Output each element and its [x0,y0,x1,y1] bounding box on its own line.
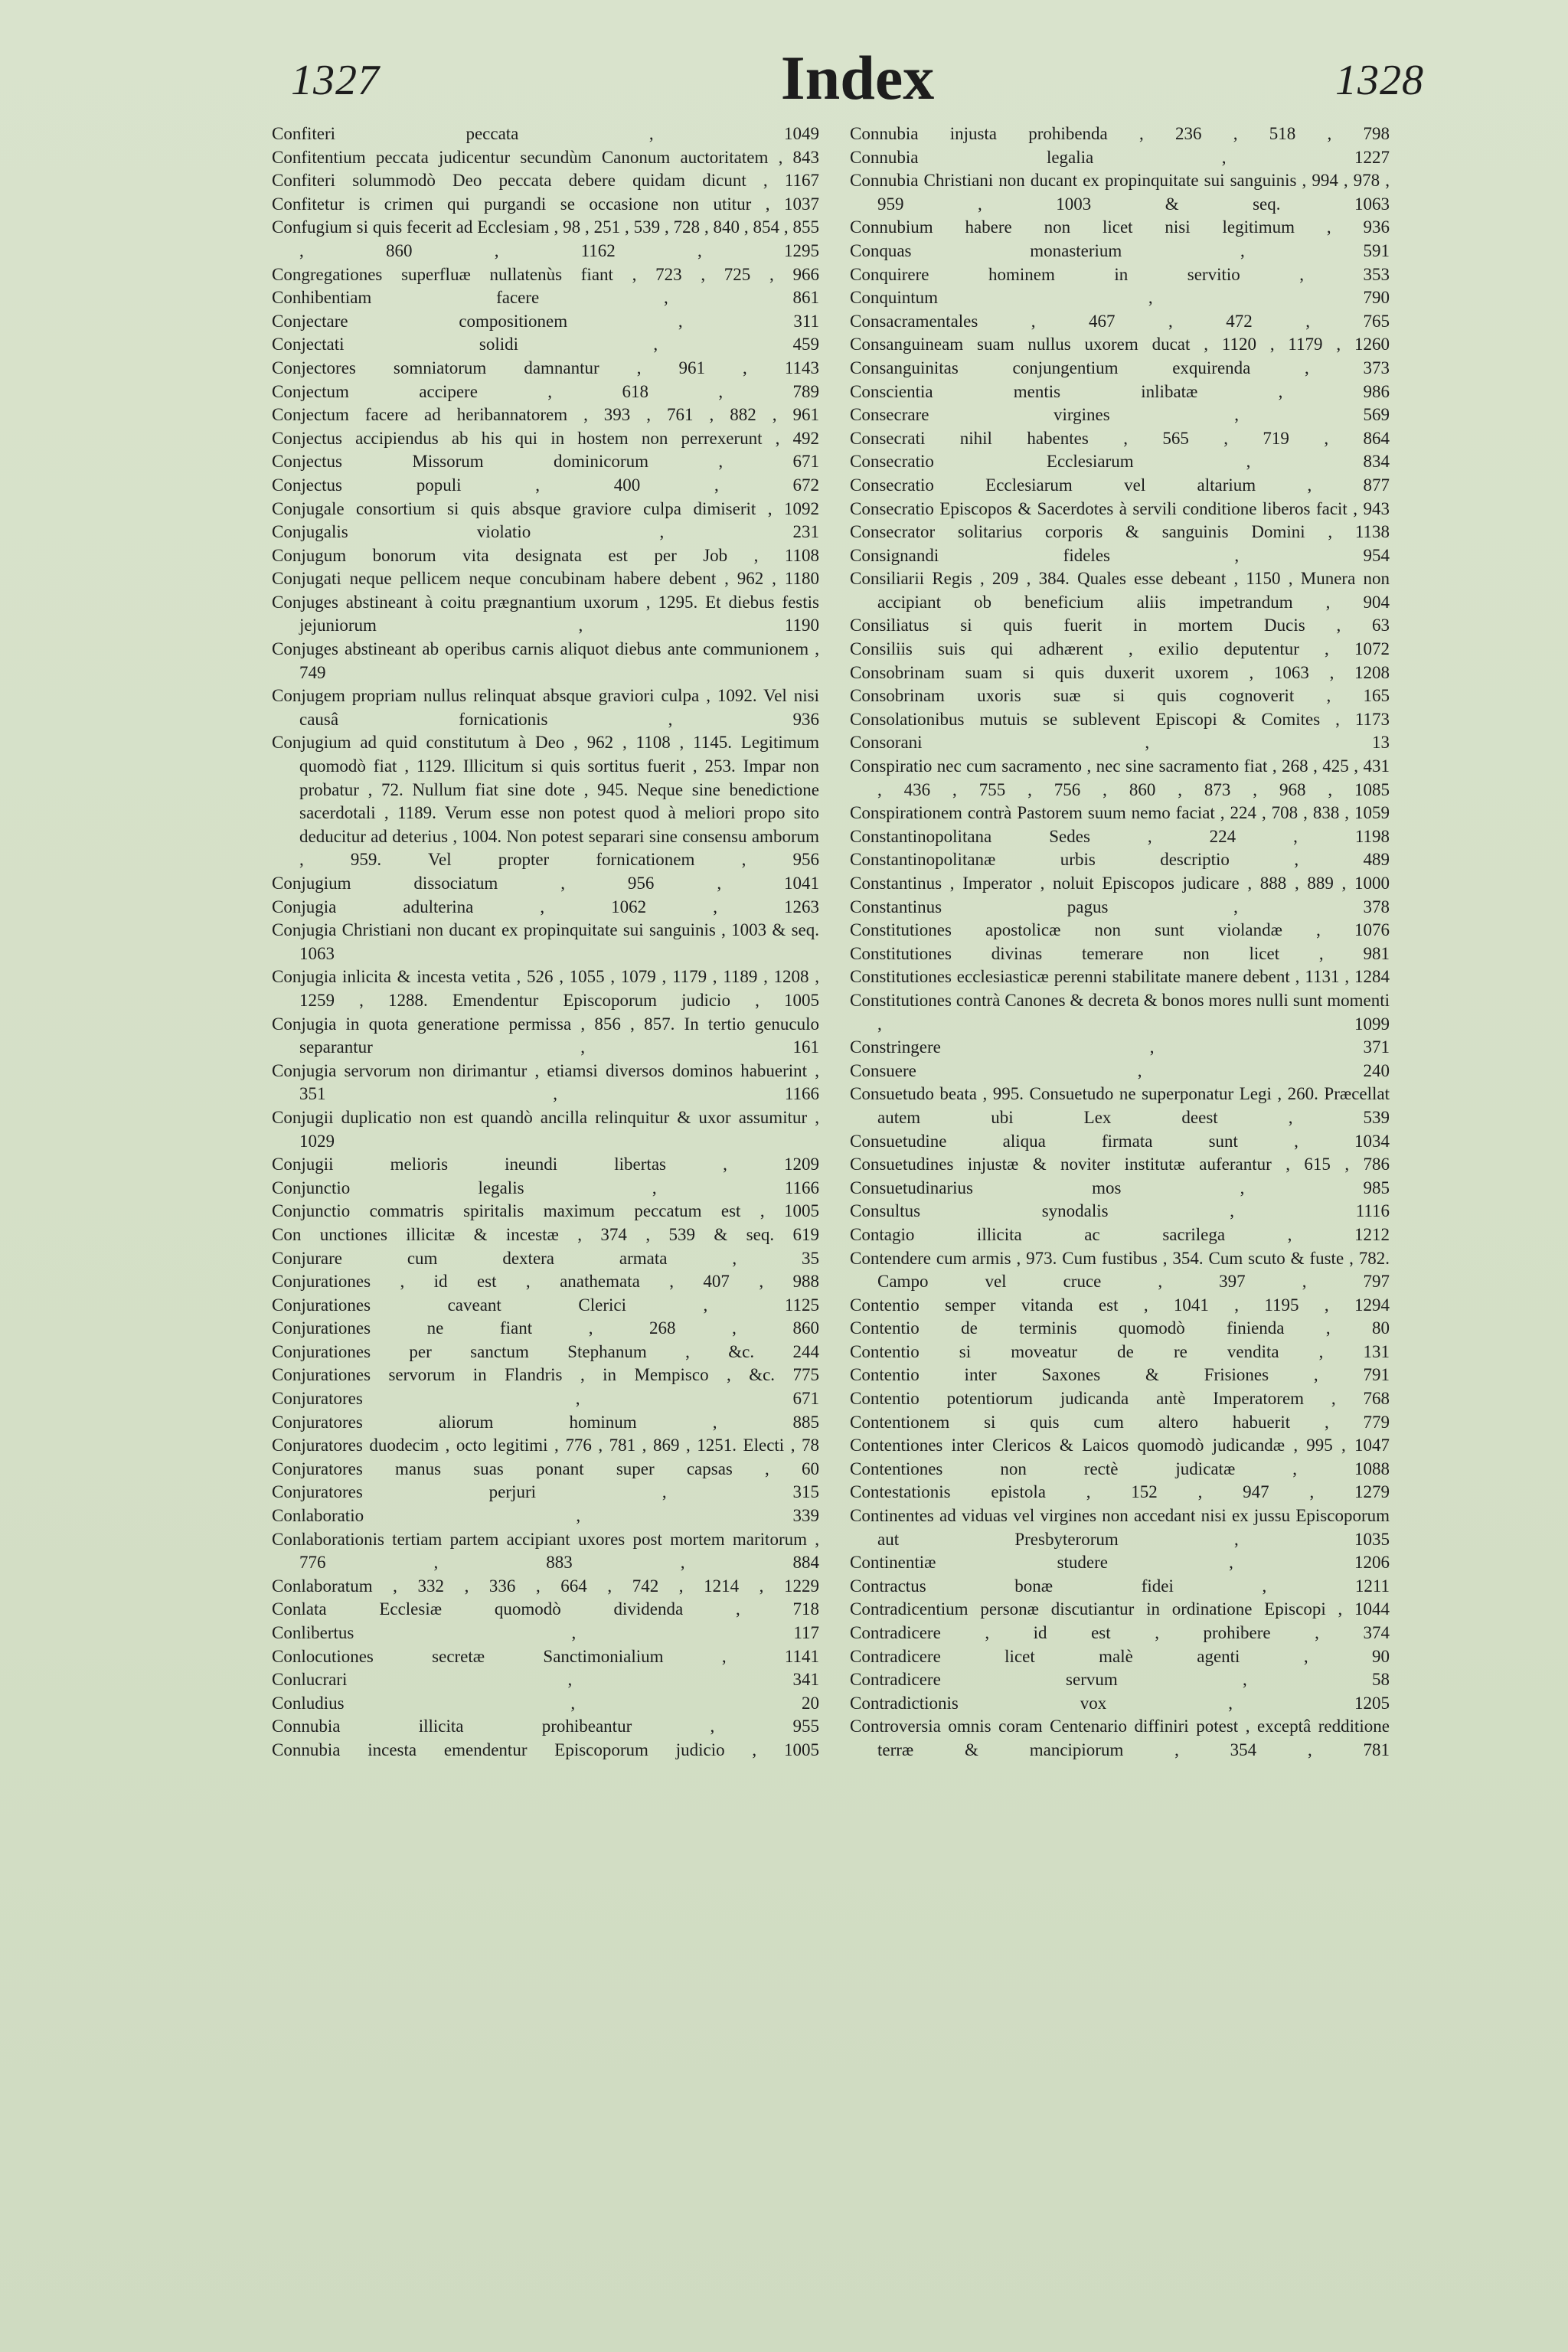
index-entry: Conjurationes , id est , anathemata , 407 , 988 [272,1272,819,1292]
index-entry: Congregationes superfluæ nullatenùs fiant , 723 , 725 , 966 [272,264,819,284]
index-entry: Connubia illicita prohibeantur , 955 [272,1717,819,1736]
index-entry: Conjugia adulterina , 1062 , 1263 [272,897,819,916]
index-entry: Conjectum accipere , 618 , 789 [272,381,819,401]
index-entry: Conquintum , 790 [850,288,1390,308]
index-column-right [850,122,1390,1762]
index-entry: Contentio semper vitanda est , 1041 , 1195 , 1294 [850,1295,1390,1315]
index-entry: Consuetudines injustæ & noviter institutæ auferantur , 615 , 786 [850,1155,1390,1174]
index-entry: Confugium si quis fecerit ad Ecclesiam , 98 , 251 , 539 , 728 , 840 , 854 , 855 , 860 , 1162 , 1295 [272,217,819,260]
index-entry: Constantinopolitana Sedes , 224 , 1198 [850,826,1390,846]
index-entry: Consecratio Episcopos & Sacerdotes à servili conditione liberos facit , 943 [850,498,1390,518]
index-entry: Contentionem si quis cum altero habuerit , 779 [850,1412,1390,1432]
index-entry: Confitentium peccata judicentur secundùm Canonum auctoritatem , 843 [272,147,819,167]
index-entry: Conjurationes caveant Clerici , 1125 [272,1295,819,1315]
index-entry: Consecrati nihil habentes , 565 , 719 , 864 [850,428,1390,448]
index-entry: Conjugium dissociatum , 956 , 1041 [272,874,819,893]
index-entry: Conlocutiones secretæ Sanctimonialium , 1141 [272,1646,819,1666]
index-entry: Confiteri solummodò Deo peccata debere quidam dicunt , 1167 [272,171,819,191]
index-entry: Conjuges abstineant à coitu prægnantium uxorum , 1295. Et diebus festis jejuniorum , 1190 [272,592,819,635]
index-entry: Consuetudinarius mos , 985 [850,1178,1390,1197]
index-entry: Conjugium ad quid constitutum à Deo , 962 , 1108 , 1145. Legitimum quomodò fiat , 1129. Illicitum si quis sortitus fuerit , 253. Impar non probatur , 72. Nullum fiat sine dote , 945. Neque sine benedictione sacerdotali , 1189. Verum esse non potest quod à meliori propo sito deducitur ad deterius , 1004. Non potest separari sine consensu amborum , 959. Vel propter fornicationem , 956 [272,733,819,870]
index-entry: Constitutiones contrà Canones & decreta & bonos mores nulli sunt momenti , 1099 [850,990,1390,1034]
index-entry: Consobrinam suam si quis duxerit uxorem , 1063 , 1208 [850,662,1390,682]
index-entry: Continentes ad viduas vel virgines non accedant nisi ex jussu Episcoporum aut Presbyterorum , 1035 [850,1506,1390,1549]
index-entry: Conlaboratio , 339 [272,1506,819,1526]
index-entry: Contentiones non rectè judicatæ , 1088 [850,1459,1390,1478]
index-entry: Connubium habere non licet nisi legitimum , 936 [850,217,1390,237]
index-entry: Conjurare cum dextera armata , 35 [272,1248,819,1268]
index-entry: Consecrare virgines , 569 [850,405,1390,425]
index-entry: Conjugia inlicita & incesta vetita , 526 , 1055 , 1079 , 1179 , 1189 , 1208 , 1259 , 1288. Emendentur Episcoporum judicio , 1005 [272,967,819,1010]
index-entry: Consanguinitas conjungentium exquirenda , 373 [850,358,1390,377]
page-number-left: 1327 [291,57,380,104]
page-title: Index [780,43,935,113]
index-entry: Conjurationes servorum in Flandris , in Mempisco , &c. 775 [272,1365,819,1385]
index-entry: Consobrinam uxoris suæ si quis cognoverit , 165 [850,686,1390,706]
index-entry: Conlucrari , 341 [272,1670,819,1690]
index-entry: Conhibentiam facere , 861 [272,288,819,308]
index-entry: Conspiratio nec cum sacramento , nec sine sacramento fiat , 268 , 425 , 431 , 436 , 755 , 756 , 860 , 873 , 968 , 1085 [850,756,1390,799]
index-entry: Con unctiones illicitæ & incestæ , 374 , 539 & seq. 619 [272,1224,819,1244]
index-entry: Consignandi fideles , 954 [850,545,1390,565]
index-entry: Consuere , 240 [850,1060,1390,1080]
index-entry: Constringere , 371 [850,1037,1390,1057]
index-entry: Conspirationem contrà Pastorem suum nemo faciat , 224 , 708 , 838 , 1059 [850,803,1390,823]
index-entry: Conjuratores , 671 [272,1389,819,1409]
index-entry: Conjectus populi , 400 , 672 [272,475,819,495]
index-entry: Conjunctio legalis , 1166 [272,1178,819,1197]
index-entry: Conjugati neque pellicem neque concubinam habere debent , 962 , 1180 [272,569,819,589]
index-entry: Conjectus accipiendus ab his qui in hostem non perrexerunt , 492 [272,428,819,448]
index-entry: Continentiæ studere , 1206 [850,1553,1390,1573]
index-entry: Conjugia in quota generatione permissa , 856 , 857. In tertio genuculo separantur , 161 [272,1014,819,1057]
index-entry: Connubia legalia , 1227 [850,147,1390,167]
index-entry: Contradictionis vox , 1205 [850,1693,1390,1713]
index-entry: Consolationibus mutuis se sublevent Episcopi & Comites , 1173 [850,709,1390,729]
index-entry: Conlaboratum , 332 , 336 , 664 , 742 , 1214 , 1229 [272,1576,819,1596]
index-entry: Conjectare compositionem , 311 [272,311,819,331]
index-entry: Conquirere hominem in servitio , 353 [850,264,1390,284]
index-entry: Conquas monasterium , 591 [850,240,1390,260]
index-entry: Consuetudo beata , 995. Consuetudo ne superponatur Legi , 260. Præcellat autem ubi Lex deest , 539 [850,1084,1390,1127]
index-entry: Conludius , 20 [272,1693,819,1713]
index-entry: Consecratio Ecclesiarum vel altarium , 877 [850,475,1390,495]
index-entry: Consuetudine aliqua firmata sunt , 1034 [850,1131,1390,1151]
index-entry: Contentio de terminis quomodò finienda , 80 [850,1318,1390,1338]
index-entry: Contentio potentiorum judicanda antè Imperatorem , 768 [850,1389,1390,1409]
index-entry: Conjuges abstineant ab operibus carnis aliquot diebus ante communionem , 749 [272,639,819,682]
page-number-right: 1328 [1335,57,1424,104]
index-entry: Conlaborationis tertiam partem accipiant uxores post mortem maritorum , 776 , 883 , 884 [272,1529,819,1573]
index-entry: Conjurationes ne fiant , 268 , 860 [272,1318,819,1338]
index-entry: Contendere cum armis , 973. Cum fustibus , 354. Cum scuto & fuste , 782. Campo vel cruce , 397 , 797 [850,1248,1390,1292]
index-entry: Consorani , 13 [850,733,1390,753]
index-entry: Conjectores somniatorum damnantur , 961 , 1143 [272,358,819,377]
index-entry: Contagio illicita ac sacrilega , 1212 [850,1224,1390,1244]
index-entry: Contractus bonæ fidei , 1211 [850,1576,1390,1596]
index-entry: Connubia incesta emendentur Episcoporum judicio , 1005 [272,1740,819,1759]
index-entry: Consiliarii Regis , 209 , 384. Quales esse debeant , 1150 , Munera non accipiant ob beneficium aliis impetrandum , 904 [850,569,1390,612]
index-entry: Constitutiones ecclesiasticæ perenni stabilitate manere debent , 1131 , 1284 [850,967,1390,987]
index-entry: Contradicere licet malè agenti , 90 [850,1646,1390,1666]
index-entry: Consiliis suis qui adhærent , exilio deputentur , 1072 [850,639,1390,659]
index-entry: Controversia omnis coram Centenario diffiniri potest , exceptâ redditione terræ & mancipiorum , 354 , 781 [850,1717,1390,1759]
index-entry: Constitutiones divinas temerare non licet , 981 [850,943,1390,963]
index-entry: Constantinus , Imperator , noluit Episcopos judicare , 888 , 889 , 1000 [850,874,1390,893]
index-entry: Conjugalis violatio , 231 [272,522,819,542]
index-entry: Confiteri peccata , 1049 [272,124,819,143]
index-entry: Consacramentales , 467 , 472 , 765 [850,311,1390,331]
index-entry: Conjuratores aliorum hominum , 885 [272,1412,819,1432]
index-entry: Conjugii melioris ineundi libertas , 1209 [272,1155,819,1174]
index-entry: Contentio si moveatur de re vendita , 131 [850,1341,1390,1361]
index-entry: Constitutiones apostolicæ non sunt violandæ , 1076 [850,920,1390,940]
index-entry: Connubia Christiani non ducant ex propinquitate sui sanguinis , 994 , 978 , 959 , 1003 & seq. 1063 [850,171,1390,214]
index-entry: Consecratio Ecclesiarum , 834 [850,452,1390,472]
index-entry: Contradicere , id est , prohibere , 374 [850,1623,1390,1642]
index-entry: Conjugia Christiani non ducant ex propinquitate sui sanguinis , 1003 & seq. 1063 [272,920,819,963]
index-entry: Consultus synodalis , 1116 [850,1201,1390,1221]
index-entry: Conjuratores perjuri , 315 [272,1482,819,1502]
index-entry: Consanguineam suam nullus uxorem ducat , 1120 , 1179 , 1260 [850,335,1390,354]
index-entry: Contradicentium personæ discutiantur in ordinatione Episcopi , 1044 [850,1599,1390,1619]
index-entry: Conjurationes per sanctum Stephanum , &c. 244 [272,1341,819,1361]
index-entry: Connubia injusta prohibenda , 236 , 518 , 798 [850,124,1390,143]
page-header [291,42,1424,111]
index-entry: Conjugem propriam nullus relinquat absque graviori culpa , 1092. Vel nisi causâ fornicationis , 936 [272,686,819,729]
index-entry: Conjugale consortium si quis absque graviore culpa dimiserit , 1092 [272,498,819,518]
index-entry: Consiliatus si quis fuerit in mortem Ducis , 63 [850,616,1390,635]
index-entry: Conjectus Missorum dominicorum , 671 [272,452,819,472]
index-entry: Conlibertus , 117 [272,1623,819,1642]
index-entry: Conlata Ecclesiæ quomodò dividenda , 718 [272,1599,819,1619]
index-entry: Consecrator solitarius corporis & sanguinis Domini , 1138 [850,522,1390,542]
index-entry: Conjunctio commatris spiritalis maximum peccatum est , 1005 [272,1201,819,1221]
index-entry: Contradicere servum , 58 [850,1670,1390,1690]
index-entry: Confitetur is crimen qui purgandi se occasione non utitur , 1037 [272,194,819,214]
index-entry: Conjugum bonorum vita designata est per Job , 1108 [272,545,819,565]
index-entry: Conjectati solidi , 459 [272,335,819,354]
index-entry: Constantinopolitanæ urbis descriptio , 489 [850,850,1390,870]
index-entry: Conjugia servorum non dirimantur , etiamsi diversos dominos habuerint , 351 , 1166 [272,1060,819,1104]
index-entry: Contentio inter Saxones & Frisiones , 791 [850,1365,1390,1385]
index-entry: Conjectum facere ad heribannatorem , 393 , 761 , 882 , 961 [272,405,819,425]
index-entry: Conscientia mentis inlibatæ , 986 [850,381,1390,401]
index-entry: Constantinus pagus , 378 [850,897,1390,916]
index-entry: Contentiones inter Clericos & Laicos quomodò judicandæ , 995 , 1047 [850,1436,1390,1455]
index-column-left [272,122,819,1762]
index-entry: Conjuratores duodecim , octo legitimi , 776 , 781 , 869 , 1251. Electi , 78 [272,1436,819,1455]
index-entry: Conjuratores manus suas ponant super capsas , 60 [272,1459,819,1478]
index-entry: Contestationis epistola , 152 , 947 , 1279 [850,1482,1390,1502]
index-entry: Conjugii duplicatio non est quandò ancilla relinquitur & uxor assumitur , 1029 [272,1107,819,1151]
